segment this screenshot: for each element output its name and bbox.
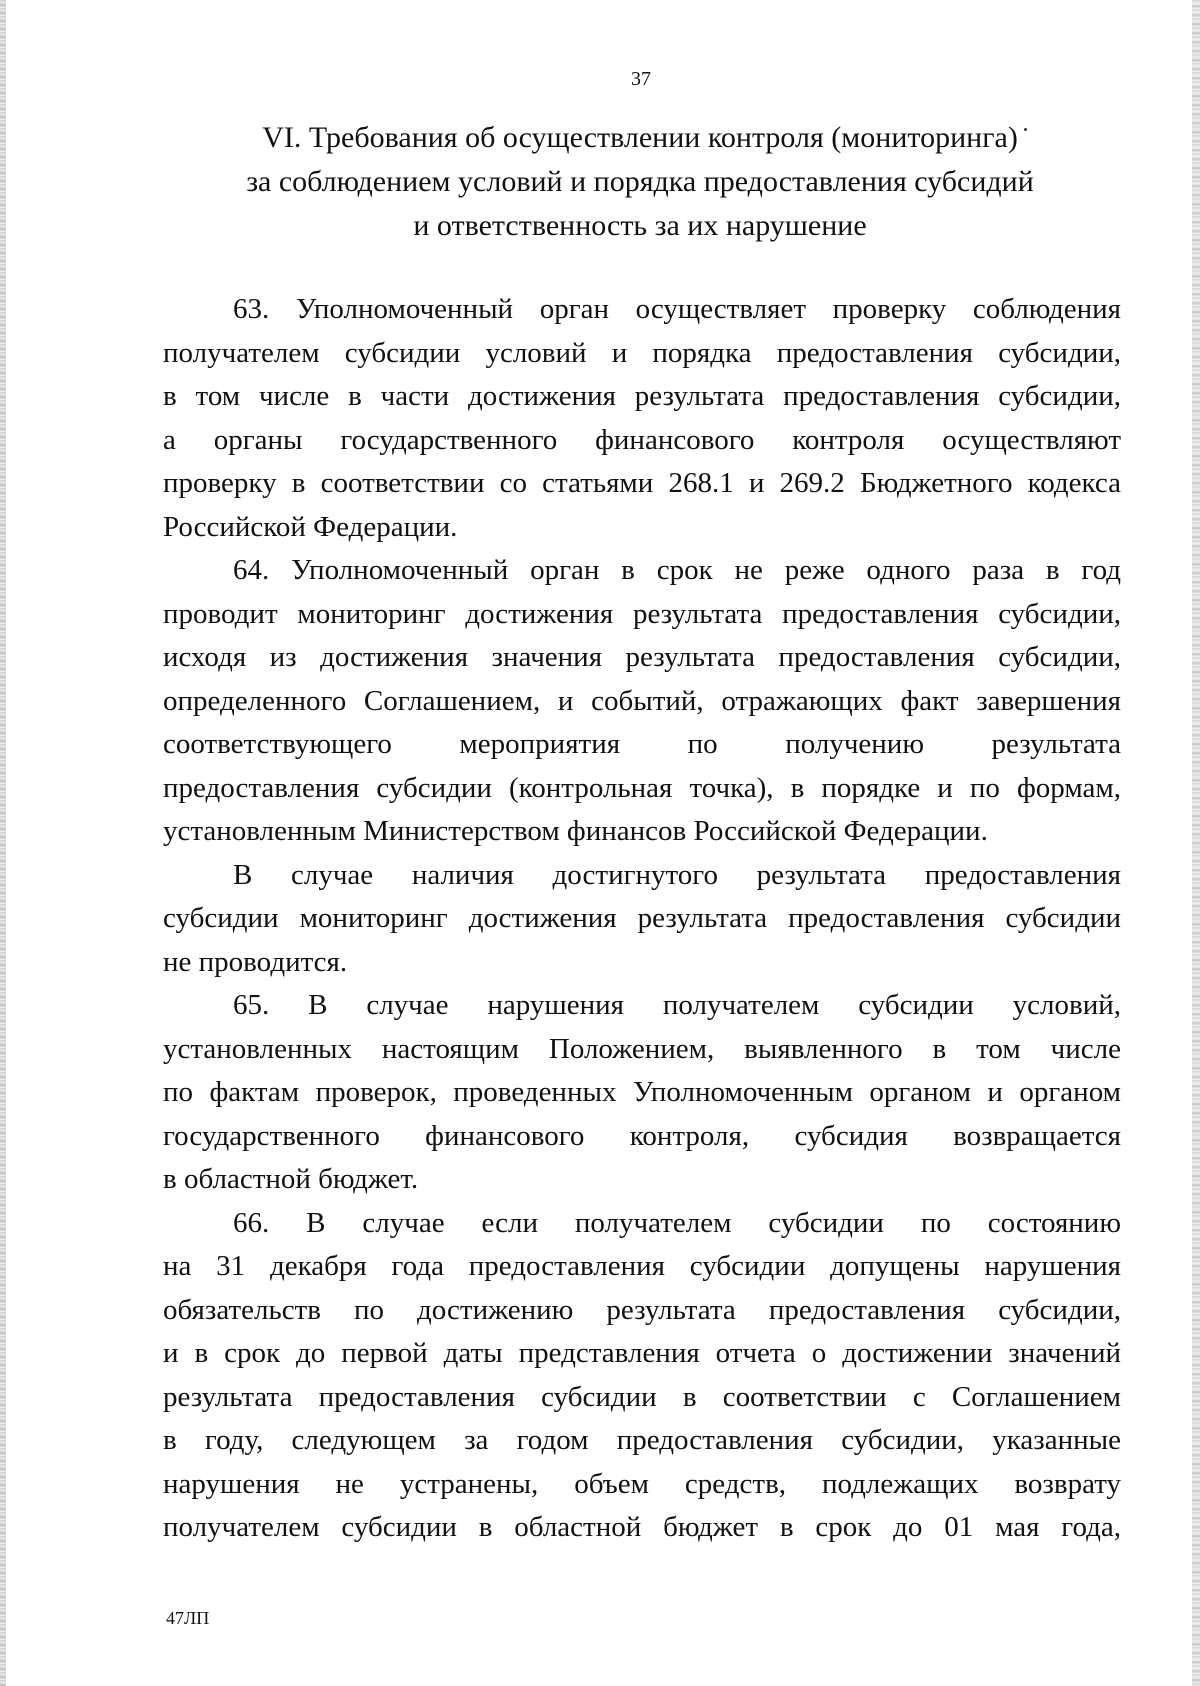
- section-title-line: за соблюдением условий и порядка предоставления субсидий: [246, 165, 1034, 198]
- text-line: установленным Министерством финансов Российской Федерации.: [163, 815, 988, 847]
- text-line: получателем субсидии в областной бюджет в срок до 01 мая года,: [163, 1511, 1121, 1543]
- text-line: в том числе в части достижения результата предоставления субсидии,: [163, 380, 1121, 412]
- text-line: получателем субсидии условий и порядка предоставления субсидии,: [163, 336, 1121, 369]
- text-line: исходя из достижения значения результата предоставления субсидии,: [163, 641, 1121, 673]
- text-line: соответствующего мероприятия по получению результата: [163, 728, 1121, 760]
- text-line: 65. В случае нарушения получателем субсидии условий,: [233, 989, 1121, 1021]
- page-number: 37: [631, 68, 651, 90]
- text-line: обязательств по достижению результата предоставления субсидии,: [163, 1293, 1121, 1326]
- scan-dot-mark: [1024, 128, 1027, 131]
- text-line: субсидии мониторинг достижения результата предоставления субсидии: [163, 902, 1121, 934]
- document-code: 47ЛП: [166, 1608, 210, 1628]
- scan-edge-right: [1192, 0, 1200, 1686]
- text-line: по фактам проверок, проведенных Уполномоченным органом и органом: [163, 1076, 1121, 1108]
- scan-edge-left: [0, 0, 6, 1686]
- text-line: предоставления субсидии (контрольная точка), в порядке и по формам,: [163, 771, 1121, 804]
- section-title: [160, 116, 1120, 248]
- text-line: определенного Соглашением, и событий, отражающих факт завершения: [163, 684, 1121, 717]
- text-line: нарушения не устранены, объем средств, подлежащих возврату: [163, 1467, 1121, 1500]
- text-line: проводит мониторинг достижения результата предоставления субсидии,: [163, 597, 1121, 630]
- body-text: [163, 288, 1121, 1550]
- text-line: В случае наличия достигнутого результата предоставления: [233, 858, 1121, 891]
- text-line: 66. В случае если получателем субсидии по состоянию: [233, 1206, 1121, 1239]
- text-line: а органы государственного финансового контроля осуществляют: [163, 423, 1121, 456]
- text-line: в году, следующем за годом предоставления субсидии, указанные: [163, 1424, 1121, 1456]
- text-line: государственного финансового контроля, субсидия возвращается: [163, 1119, 1121, 1152]
- text-line: проверку в соответствии со статьями 268.1 и 269.2 Бюджетного кодекса: [163, 467, 1121, 499]
- text-line: результата предоставления субсидии в соответствии с Соглашением: [163, 1380, 1121, 1413]
- text-line: на 31 декабря года предоставления субсидии допущены нарушения: [163, 1250, 1121, 1282]
- section-title-line: и ответственность за их нарушение: [413, 209, 867, 242]
- text-line: Российской Федерации.: [163, 510, 458, 543]
- text-line: не проводится.: [163, 945, 348, 978]
- text-line: в областной бюджет.: [163, 1163, 419, 1195]
- text-line: 64. Уполномоченный орган в срок не реже одного раза в год: [233, 554, 1121, 586]
- text-line: и в срок до первой даты представления отчета о достижении значений: [163, 1337, 1121, 1369]
- text-line: 63. Уполномоченный орган осуществляет проверку соблюдения: [233, 293, 1121, 325]
- section-title-line: VI. Требования об осуществлении контроля (мониторинга): [262, 121, 1018, 154]
- text-line: установленных настоящим Положением, выявленного в том числе: [163, 1032, 1121, 1065]
